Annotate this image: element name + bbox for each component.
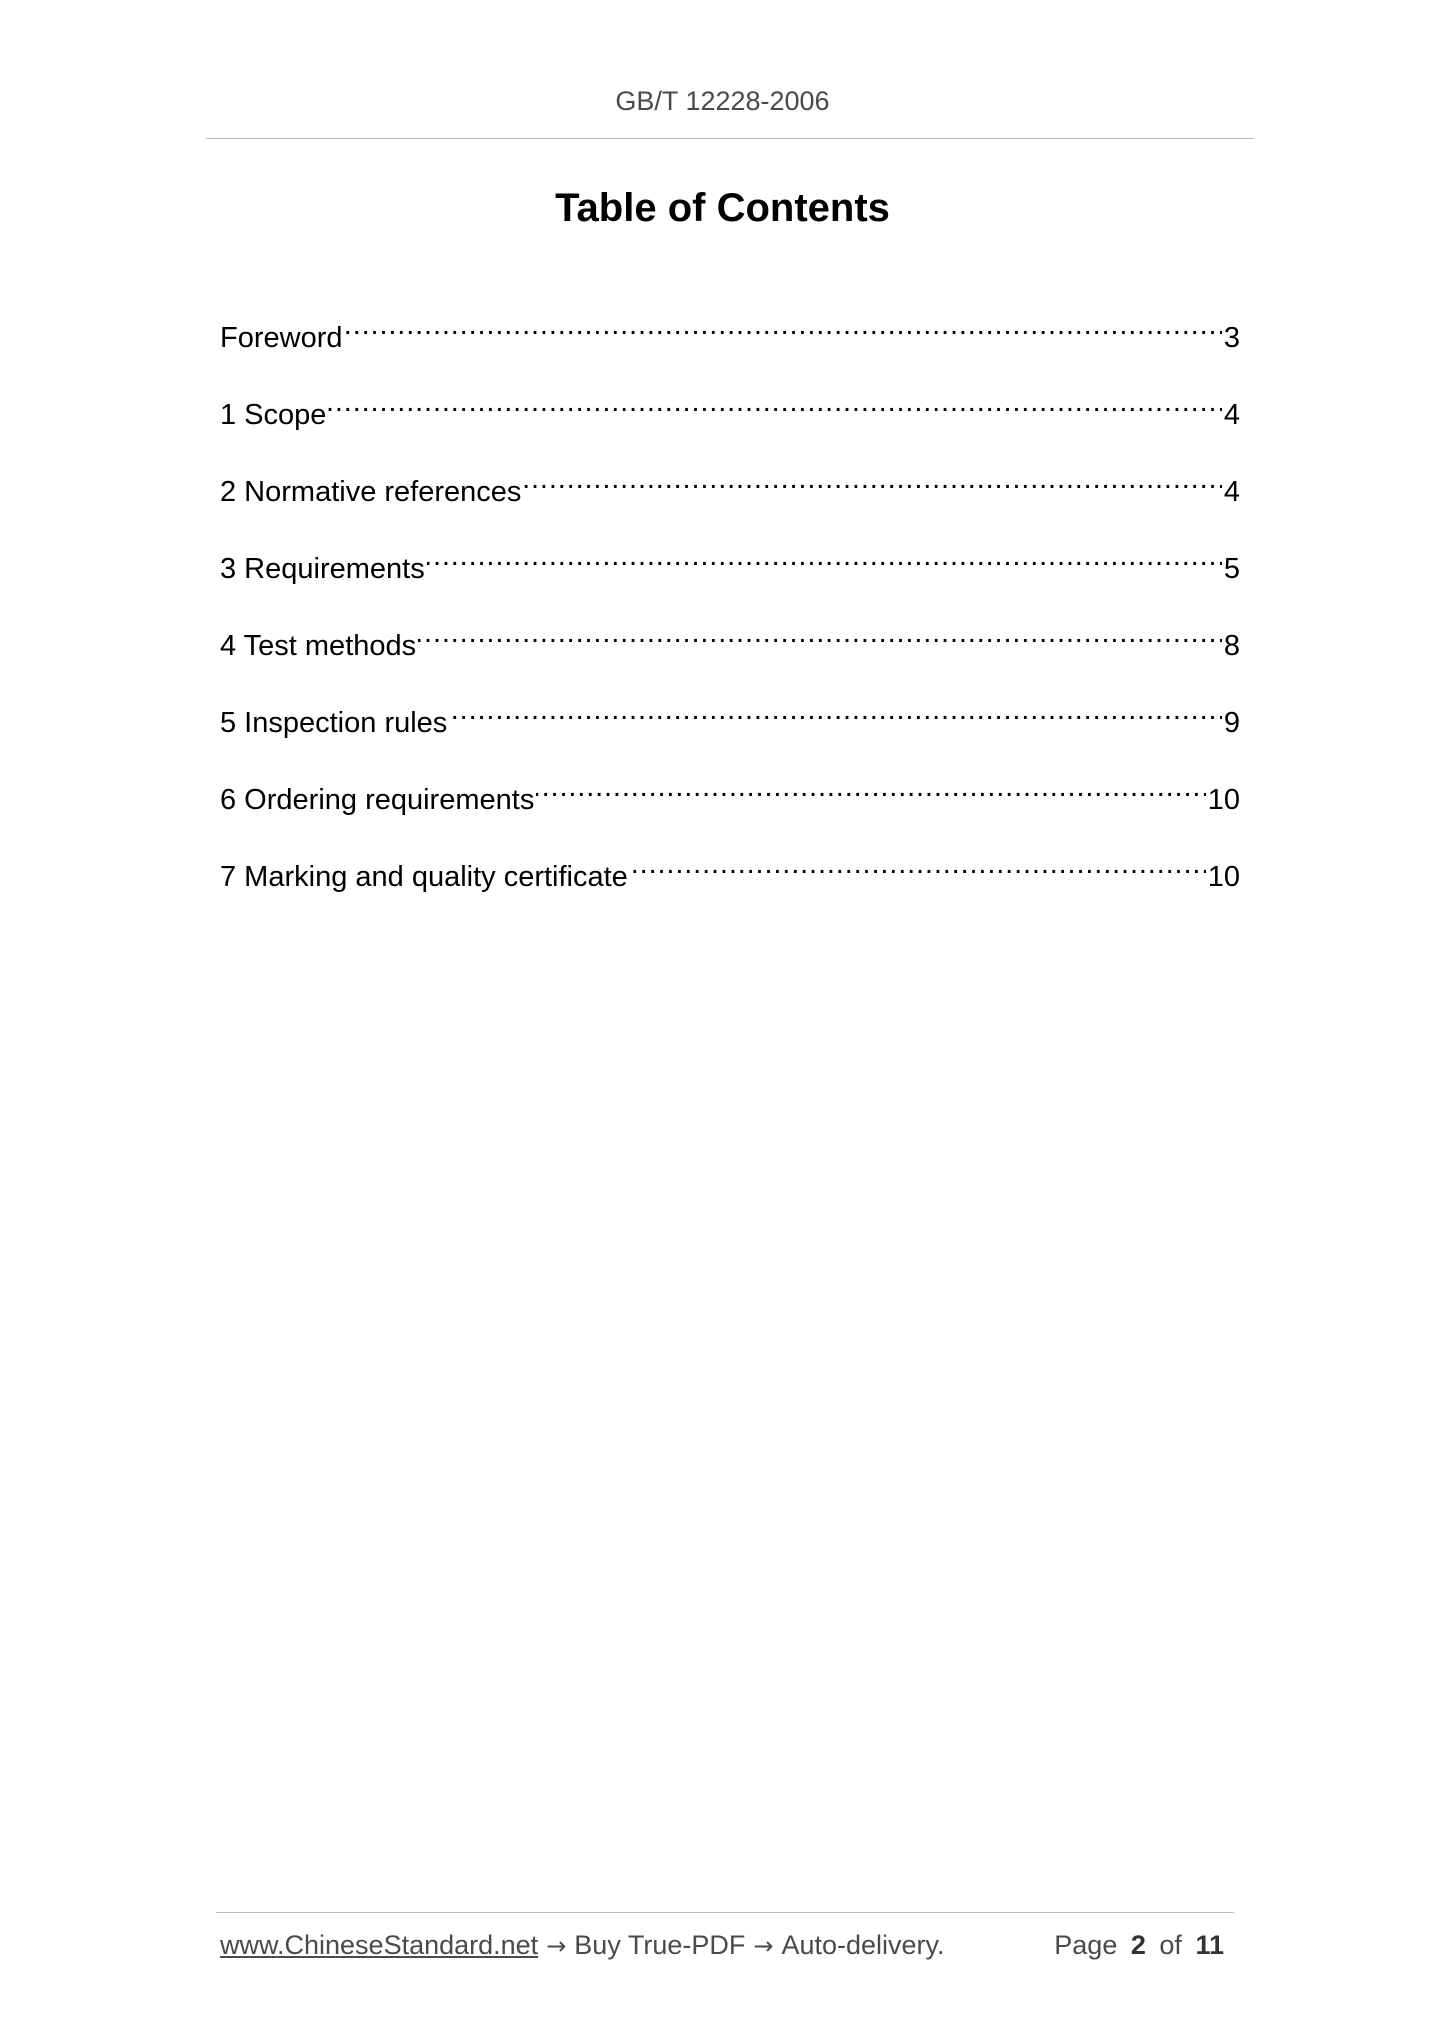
toc-leader-dots [418,611,1222,655]
toc-entry-normative-references[interactable] [220,457,1240,534]
toc-entry-label: 7 Marking and quality certificate [220,861,628,893]
header-doc-code: GB/T 12228-2006 [615,86,830,116]
toc-entry-label: 4 Test methods [220,630,417,662]
page-word: Page [1054,1930,1118,1960]
table-of-contents [220,303,1240,919]
toc-leader-dots [328,380,1221,424]
toc-entry-test-methods[interactable] [220,611,1240,688]
page-total: 11 [1195,1930,1224,1960]
toc-leader-dots [449,688,1222,732]
toc-entry-inspection-rules[interactable] [220,688,1240,765]
toc-entry-page: 9 [1223,707,1240,739]
of-word: of [1159,1930,1182,1960]
toc-leader-dots [536,765,1205,809]
toc-entry-scope[interactable] [220,380,1240,457]
toc-entry-label: Foreword [220,322,343,354]
toc-leader-dots [630,842,1206,886]
footer-promo [220,1930,945,1961]
page-footer [220,1930,1230,1961]
toc-entry-label: 5 Inspection rules [220,707,448,739]
toc-entry-page: 10 [1207,784,1240,816]
arrow-right-icon: → [753,1932,774,1960]
toc-entry-label: 3 Requirements [220,553,425,585]
toc-entry-page: 5 [1223,553,1240,585]
footer-divider [216,1912,1234,1913]
toc-entry-label: 2 Normative references [220,476,522,508]
toc-entry-ordering-requirements[interactable] [220,765,1240,842]
footer-website-link[interactable]: www.ChineseStandard.net [220,1930,539,1960]
toc-title: Table of Contents [555,186,890,230]
toc-leader-dots [523,457,1221,501]
toc-entry-label: 1 Scope [220,399,327,431]
footer-buy-text: Buy True-PDF [574,1930,746,1960]
toc-entry-foreword[interactable] [220,303,1240,380]
page-current: 2 [1130,1930,1146,1960]
footer-delivery-text: Auto-delivery. [781,1930,945,1960]
toc-entry-page: 10 [1207,861,1240,893]
toc-entry-page: 4 [1223,476,1240,508]
header-divider [206,138,1254,139]
page-number [1054,1930,1230,1961]
toc-entry-marking-quality-certificate[interactable] [220,842,1240,919]
arrow-right-icon: → [546,1932,567,1960]
toc-entry-requirements[interactable] [220,534,1240,611]
toc-entry-page: 3 [1223,322,1240,354]
toc-entry-page: 8 [1223,630,1240,662]
toc-leader-dots [345,303,1222,347]
toc-entry-page: 4 [1223,399,1240,431]
toc-leader-dots [427,534,1222,578]
toc-entry-label: 6 Ordering requirements [220,784,535,816]
